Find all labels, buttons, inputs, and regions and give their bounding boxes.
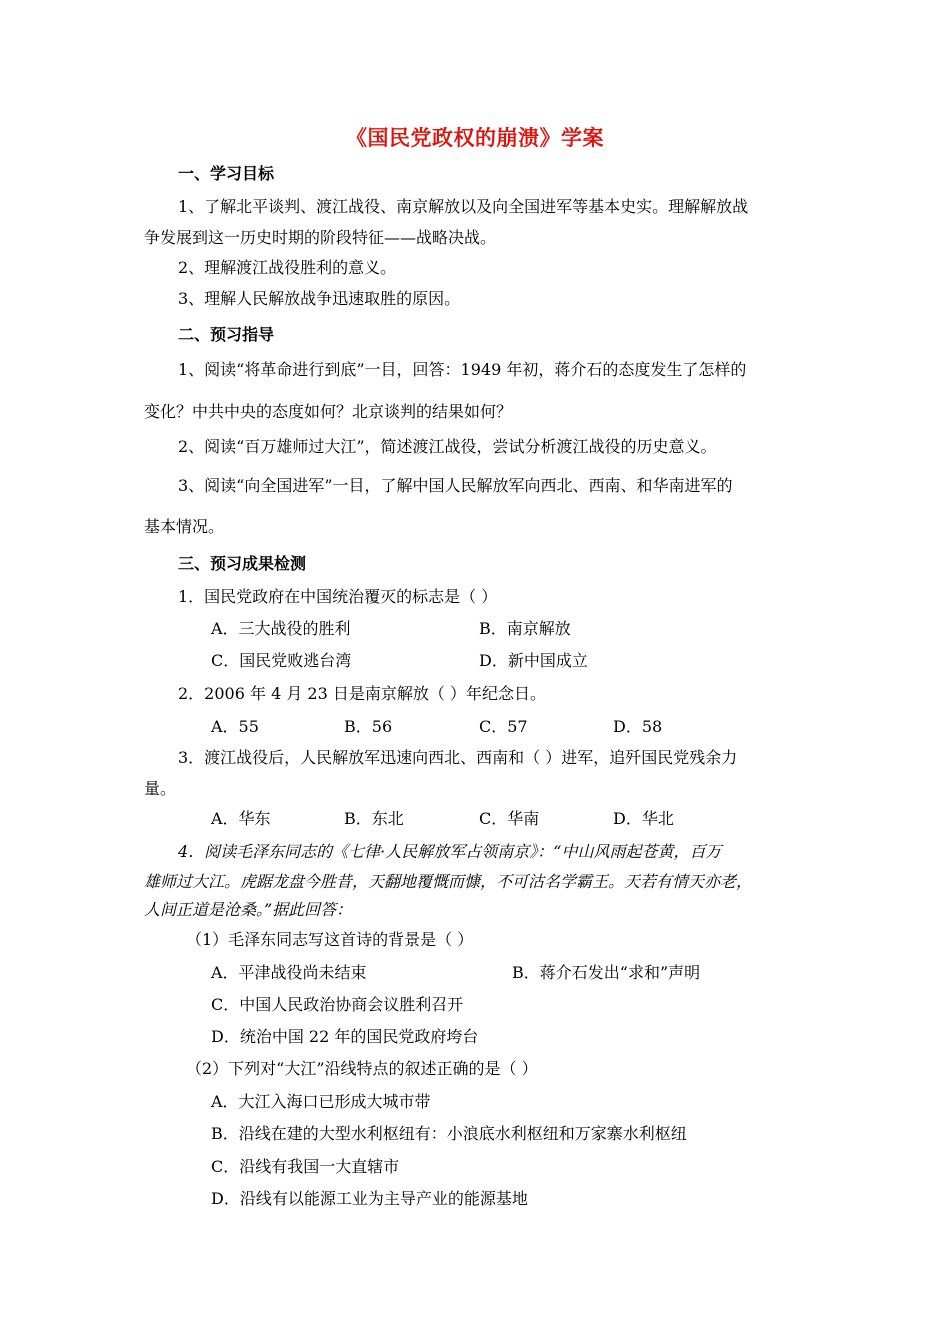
q4-2-option-a: A．大江入海口已形成大城市带 (211, 1092, 431, 1111)
q1-option-d: D．新中国成立 (479, 651, 588, 670)
q1-option-b: B．南京解放 (479, 619, 571, 638)
question-4-2: （2）下列对“大江”沿线特点的叙述正确的是（ ） (186, 1059, 538, 1078)
section-heading-goals: 一、学习目标 (178, 164, 275, 183)
q2-option-d: D．58 (613, 717, 663, 736)
q3-option-c: C．华南 (479, 809, 540, 828)
q3-option-d: D．华北 (613, 809, 674, 828)
goal-1-line-2: 争发展到这一历史时期的阶段特征——战略决战。 (144, 228, 497, 247)
goal-2: 2、理解渡江战役胜利的意义。 (178, 258, 397, 277)
q3-option-b: B．东北 (344, 809, 404, 828)
guide-1-line-2: 变化？中共中央的态度如何？北京谈判的结果如何？ (144, 402, 513, 421)
q4-2-option-d: D．沿线有以能源工业为主导产业的能源基地 (211, 1189, 528, 1208)
q2-option-a: A．55 (211, 717, 259, 736)
q2-option-c: C．57 (479, 717, 528, 736)
question-4-line-2: 雄师过大江。虎踞龙盘今胜昔，天翻地覆慨而慷，不可沽名学霸王。天若有情天亦老， (144, 872, 753, 891)
question-4-1: （1）毛泽东同志写这首诗的背景是（ ） (186, 930, 474, 949)
q3-option-a: A．华东 (211, 809, 271, 828)
q1-option-a: A．三大战役的胜利 (211, 619, 351, 638)
question-2: 2．2006 年 4 月 23 日是南京解放（ ）年纪念日。 (178, 684, 546, 703)
guide-1-line-1: 1、阅读“将革命进行到底”一目，回答：1949 年初，蒋介石的态度发生了怎样的 (178, 360, 747, 379)
guide-2: 2、阅读“百万雄师过大江”，简述渡江战役，尝试分析渡江战役的历史意义。 (178, 437, 717, 456)
question-3-line-2: 量。 (144, 779, 177, 798)
q4-2-option-c: C．沿线有我国一大直辖市 (211, 1157, 400, 1176)
question-1: 1．国民党政府在中国统治覆灭的标志是（ ） (178, 587, 498, 606)
goal-3: 3、理解人民解放战争迅速取胜的原因。 (178, 289, 461, 308)
question-4-line-1: 4．阅读毛泽东同志的《七律·人民解放军占领南京》：“中山风雨起苍黄，百万 (178, 842, 722, 861)
q4-2-option-b: B．沿线在建的大型水利枢纽有：小浪底水利枢纽和万家寨水利枢纽 (211, 1124, 687, 1143)
q1-option-c: C．国民党败逃台湾 (211, 651, 352, 670)
q4-1-option-d: D．统治中国 22 年的国民党政府垮台 (211, 1027, 479, 1046)
q2-option-b: B．56 (344, 717, 393, 736)
question-4-line-3: 人间正道是沧桑。”据此回答： (144, 900, 353, 919)
guide-3-line-1: 3、阅读“向全国进军”一目，了解中国人民解放军向西北、西南、和华南进军的 (178, 476, 733, 495)
goal-1-line-1: 1、了解北平谈判、渡江战役、南京解放以及向全国进军等基本史实。理解解放战 (178, 197, 749, 216)
section-heading-test: 三、预习成果检测 (178, 554, 307, 573)
section-heading-guide: 二、预习指导 (178, 325, 275, 344)
q4-1-option-b: B．蒋介石发出“求和”声明 (512, 963, 701, 982)
q4-1-option-c: C．中国人民政治协商会议胜利召开 (211, 995, 464, 1014)
q4-1-option-a: A．平津战役尚未结束 (211, 963, 367, 982)
document-title: 《国民党政权的崩溃》学案 (346, 125, 604, 150)
guide-3-line-2: 基本情况。 (144, 517, 225, 536)
question-3-line-1: 3．渡江战役后，人民解放军迅速向西北、西南和（ ）进军，追歼国民党残余力 (178, 748, 738, 767)
